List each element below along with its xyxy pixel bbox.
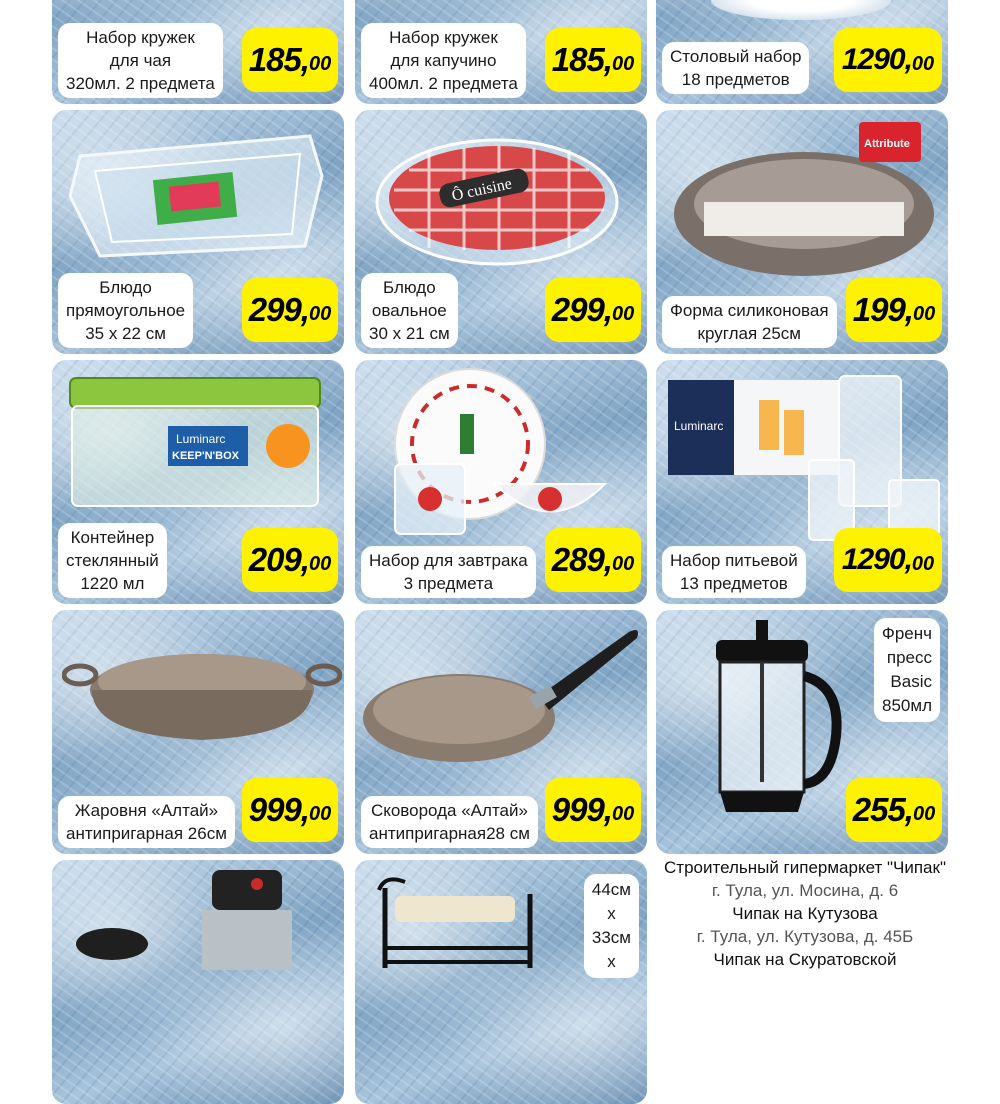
store-name: Строительный гипермаркет "Чипак" bbox=[664, 858, 946, 877]
product-name-line: Блюдо bbox=[383, 278, 436, 297]
price-tag bbox=[834, 528, 942, 592]
price-integer: 299, bbox=[551, 291, 612, 328]
product-name-line: Набор кружек bbox=[389, 28, 498, 47]
product-name-line: 400мл. 2 предмета bbox=[369, 74, 518, 93]
product-card-breakfast-set[interactable] bbox=[355, 360, 647, 604]
price-decimal: 00 bbox=[611, 52, 635, 75]
product-card-tea-mugs[interactable] bbox=[52, 0, 344, 104]
drinking-set-image bbox=[664, 370, 944, 545]
price-integer: 289, bbox=[551, 541, 612, 578]
product-name-line: овальное bbox=[371, 301, 447, 320]
brand-text: Attribute bbox=[864, 138, 910, 150]
product-name-line: 3 предмета bbox=[403, 574, 494, 593]
product-name-line: Набор питьевой bbox=[670, 551, 798, 570]
price-integer: 999, bbox=[551, 791, 612, 828]
store-address: г. Тула, ул. Мосина, д. 6 bbox=[711, 881, 899, 900]
product-label bbox=[361, 546, 536, 598]
price-integer: 209, bbox=[248, 541, 309, 578]
price-tag bbox=[545, 778, 641, 842]
product-name-line: 1220 мл bbox=[80, 574, 145, 593]
product-name-line: 18 предметов bbox=[681, 70, 790, 89]
store-info bbox=[655, 856, 955, 971]
product-name-line: прямоугольное bbox=[66, 301, 186, 320]
product-label bbox=[874, 618, 940, 722]
container-image bbox=[58, 366, 338, 516]
product-name-line: антипригарная 26см bbox=[66, 824, 227, 843]
product-label bbox=[361, 796, 538, 848]
product-label bbox=[361, 23, 526, 98]
product-name-line: 35 х 22 см bbox=[85, 324, 166, 343]
product-card-oval-dish[interactable] bbox=[355, 110, 647, 354]
price-decimal: 00 bbox=[308, 802, 332, 825]
price-integer: 185, bbox=[551, 41, 612, 78]
price-decimal: 00 bbox=[611, 302, 635, 325]
product-name-line: Basic bbox=[890, 672, 932, 691]
store-address: г. Тула, ул. Кутузова, д. 45Б bbox=[696, 927, 914, 946]
product-label bbox=[662, 546, 806, 598]
product-card-frying-pan[interactable] bbox=[355, 610, 647, 854]
price-tag bbox=[846, 278, 942, 342]
product-card-thermos[interactable] bbox=[52, 860, 344, 1104]
product-name-line: 30 х 21 см bbox=[369, 324, 450, 343]
store-name: Чипак на Кутузова bbox=[732, 904, 878, 923]
product-name-line: Блюдо bbox=[99, 278, 152, 297]
price-tag bbox=[545, 28, 641, 92]
price-tag bbox=[242, 528, 338, 592]
product-label bbox=[361, 273, 458, 348]
price-decimal: 00 bbox=[911, 52, 935, 75]
product-card-roaster[interactable] bbox=[52, 610, 344, 854]
product-name-line: Набор для завтрака bbox=[369, 551, 528, 570]
price-decimal: 00 bbox=[308, 552, 332, 575]
glass-dish-image bbox=[60, 116, 330, 266]
price-integer: 255, bbox=[852, 791, 913, 828]
price-tag bbox=[242, 278, 338, 342]
size-line: 33см bbox=[591, 928, 631, 947]
product-card-cappuccino-mugs[interactable] bbox=[355, 0, 647, 104]
product-name-line: 320мл. 2 предмета bbox=[66, 74, 215, 93]
size-line: х bbox=[607, 904, 616, 923]
product-label bbox=[58, 273, 193, 348]
product-name-line: для чая bbox=[109, 51, 172, 70]
stool-image bbox=[365, 868, 555, 968]
brand-text: Luminarc bbox=[176, 432, 226, 446]
price-integer: 1290, bbox=[841, 543, 912, 576]
price-decimal: 00 bbox=[912, 802, 936, 825]
product-name-line: 850мл bbox=[882, 696, 932, 715]
store-name: Чипак на Скуратовской bbox=[713, 950, 897, 969]
product-name-line: Френч bbox=[881, 624, 932, 643]
product-label bbox=[58, 23, 223, 98]
product-name-line: для капучино bbox=[390, 51, 497, 70]
price-tag bbox=[846, 778, 942, 842]
brand-text: Ô cuisine bbox=[450, 175, 514, 205]
french-press-image bbox=[686, 616, 846, 846]
product-name-line: Сковорода «Алтай» bbox=[370, 801, 528, 820]
product-name-line: 13 предметов bbox=[679, 574, 788, 593]
product-card-stool[interactable] bbox=[355, 860, 647, 1104]
roaster-image bbox=[62, 630, 342, 760]
price-integer: 999, bbox=[248, 791, 309, 828]
product-card-french-press[interactable] bbox=[656, 610, 948, 854]
price-decimal: 00 bbox=[308, 302, 332, 325]
price-integer: 185, bbox=[248, 41, 309, 78]
product-name-line: Контейнер bbox=[70, 528, 155, 547]
product-label bbox=[662, 296, 837, 348]
price-tag bbox=[545, 278, 641, 342]
plates-image bbox=[711, 0, 891, 20]
breakfast-set-image bbox=[375, 364, 615, 544]
price-decimal: 00 bbox=[611, 552, 635, 575]
product-name-line: круглая 25см bbox=[697, 324, 801, 343]
price-decimal: 00 bbox=[912, 302, 936, 325]
thermos-image bbox=[72, 864, 332, 970]
size-line: х bbox=[607, 952, 616, 971]
product-name-line: пресс bbox=[886, 648, 932, 667]
product-name-line: стеклянный bbox=[66, 551, 159, 570]
price-decimal: 00 bbox=[611, 802, 635, 825]
product-name-line: Жаровня «Алтай» bbox=[74, 801, 219, 820]
oval-dish-image bbox=[369, 120, 635, 270]
product-name-line: антипригарная28 см bbox=[369, 824, 530, 843]
product-name-line: Форма силиконовая bbox=[670, 301, 829, 320]
product-line-text: KEEP'N'BOX bbox=[172, 450, 239, 462]
product-card-dinner-set[interactable] bbox=[656, 0, 948, 104]
price-decimal: 00 bbox=[308, 52, 332, 75]
product-card-drinking-set[interactable] bbox=[656, 360, 948, 604]
size-line: 44см bbox=[591, 880, 631, 899]
brand-text: Luminarc bbox=[674, 419, 724, 433]
frying-pan-image bbox=[359, 618, 645, 778]
price-tag bbox=[545, 528, 641, 592]
product-name-line: Набор кружек bbox=[86, 28, 195, 47]
price-tag bbox=[834, 28, 942, 92]
product-card-rect-dish[interactable] bbox=[52, 110, 344, 354]
product-card-silicone-form[interactable] bbox=[656, 110, 948, 354]
product-label bbox=[58, 523, 167, 598]
price-integer: 199, bbox=[852, 291, 913, 328]
product-label bbox=[662, 42, 809, 94]
silicone-form-image bbox=[664, 114, 944, 289]
product-label bbox=[58, 796, 235, 848]
size-label bbox=[584, 874, 639, 978]
product-name-line: Столовый набор bbox=[670, 47, 802, 66]
price-decimal: 00 bbox=[911, 552, 935, 575]
price-tag bbox=[242, 778, 338, 842]
price-integer: 299, bbox=[248, 291, 309, 328]
price-integer: 1290, bbox=[841, 43, 912, 76]
product-card-glass-container[interactable] bbox=[52, 360, 344, 604]
price-tag bbox=[242, 28, 338, 92]
